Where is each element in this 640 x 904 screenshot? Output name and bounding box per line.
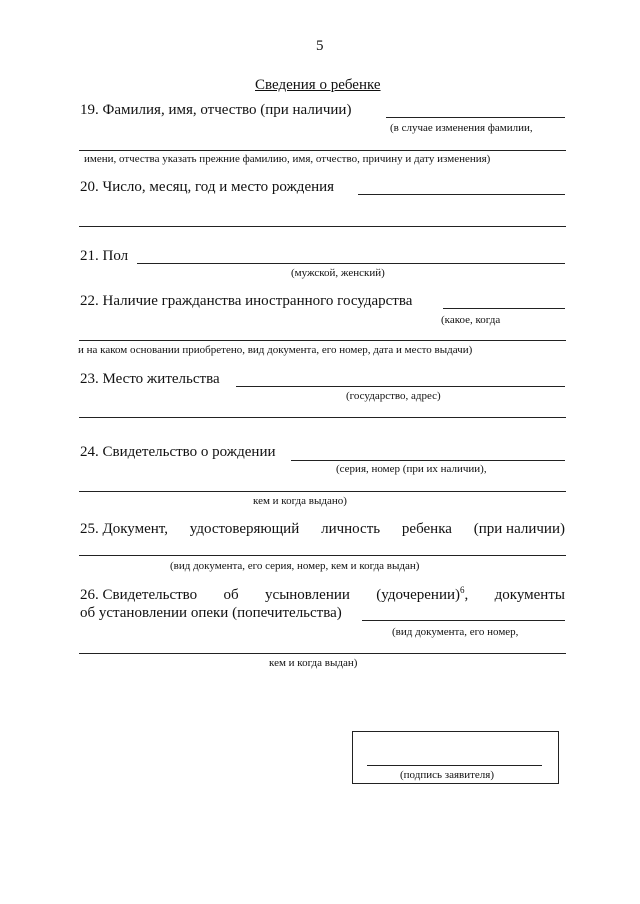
field-25-input-line[interactable] bbox=[79, 555, 566, 556]
section-title: Сведения о ребенке bbox=[255, 77, 381, 93]
field-26-word-with-footnote bbox=[376, 586, 468, 604]
field-25-word: ребенка bbox=[401, 521, 452, 537]
field-26-hint-2: кем и когда выдан) bbox=[269, 657, 358, 669]
field-19-input-line[interactable] bbox=[386, 117, 565, 118]
field-25-word: (при наличии) bbox=[473, 521, 565, 537]
field-20-label: 20. Число, месяц, год и место рождения bbox=[80, 179, 335, 195]
field-25-label bbox=[80, 520, 565, 538]
field-26-comma: , bbox=[464, 587, 469, 603]
field-26-input-line[interactable] bbox=[362, 620, 565, 621]
field-23-label: 23. Место жительства bbox=[80, 371, 220, 387]
field-24-hint-2: кем и когда выдано) bbox=[253, 495, 347, 507]
field-23-input-line[interactable] bbox=[236, 386, 565, 387]
field-22-input-line-2[interactable] bbox=[79, 340, 566, 341]
field-25-word: 25. Документ, bbox=[80, 521, 168, 537]
field-24-hint: (серия, номер (при их наличии), bbox=[336, 463, 487, 475]
field-26-word: (удочерении) bbox=[376, 587, 461, 603]
field-19-hint-2: имени, отчества указать прежние фамилию, имя, отчество, причину и дату изменения) bbox=[84, 153, 491, 165]
field-26-word: усыновлении bbox=[265, 587, 350, 603]
field-21-input-line[interactable] bbox=[137, 263, 565, 264]
field-21-hint: (мужской, женский) bbox=[291, 267, 385, 279]
field-24-input-line[interactable] bbox=[291, 460, 565, 461]
field-19-label: 19. Фамилия, имя, отчество (при наличии) bbox=[80, 102, 352, 118]
field-22-input-line[interactable] bbox=[443, 308, 565, 309]
page-number: 5 bbox=[316, 38, 324, 54]
field-26-input-line-2[interactable] bbox=[79, 653, 566, 654]
field-20-input-line-2[interactable] bbox=[79, 226, 566, 227]
field-25-hint: (вид документа, его серия, номер, кем и когда выдан) bbox=[170, 560, 420, 572]
field-26-label bbox=[80, 586, 565, 604]
field-25-word: личность bbox=[321, 521, 381, 537]
field-19-hint: (в случае изменения фамилии, bbox=[390, 122, 533, 134]
field-22-hint-2: и на каком основании приобретено, вид документа, его номер, дата и место выдачи) bbox=[78, 344, 473, 356]
field-22-label: 22. Наличие гражданства иностранного государства bbox=[80, 293, 413, 309]
field-26-hint: (вид документа, его номер, bbox=[392, 626, 519, 638]
signature-line[interactable] bbox=[367, 765, 542, 766]
field-23-input-line-2[interactable] bbox=[79, 417, 566, 418]
field-19-input-line-2[interactable] bbox=[79, 150, 566, 151]
field-26-label-line-2: об установлении опеки (попечительства) bbox=[80, 605, 342, 621]
field-26-word: 26. Свидетельство bbox=[80, 587, 198, 603]
field-24-input-line-2[interactable] bbox=[79, 491, 566, 492]
field-26-word: документы bbox=[494, 587, 565, 603]
footnote-marker: 6 bbox=[460, 585, 465, 595]
field-22-hint: (какое, когда bbox=[441, 314, 501, 326]
field-23-hint: (государство, адрес) bbox=[346, 390, 441, 402]
field-21-label: 21. Пол bbox=[80, 248, 129, 264]
field-20-input-line[interactable] bbox=[358, 194, 565, 195]
field-26-word: об bbox=[223, 587, 239, 603]
field-25-word: удостоверяющий bbox=[189, 521, 300, 537]
signature-caption: (подпись заявителя) bbox=[400, 769, 495, 781]
field-24-label: 24. Свидетельство о рождении bbox=[80, 444, 276, 460]
